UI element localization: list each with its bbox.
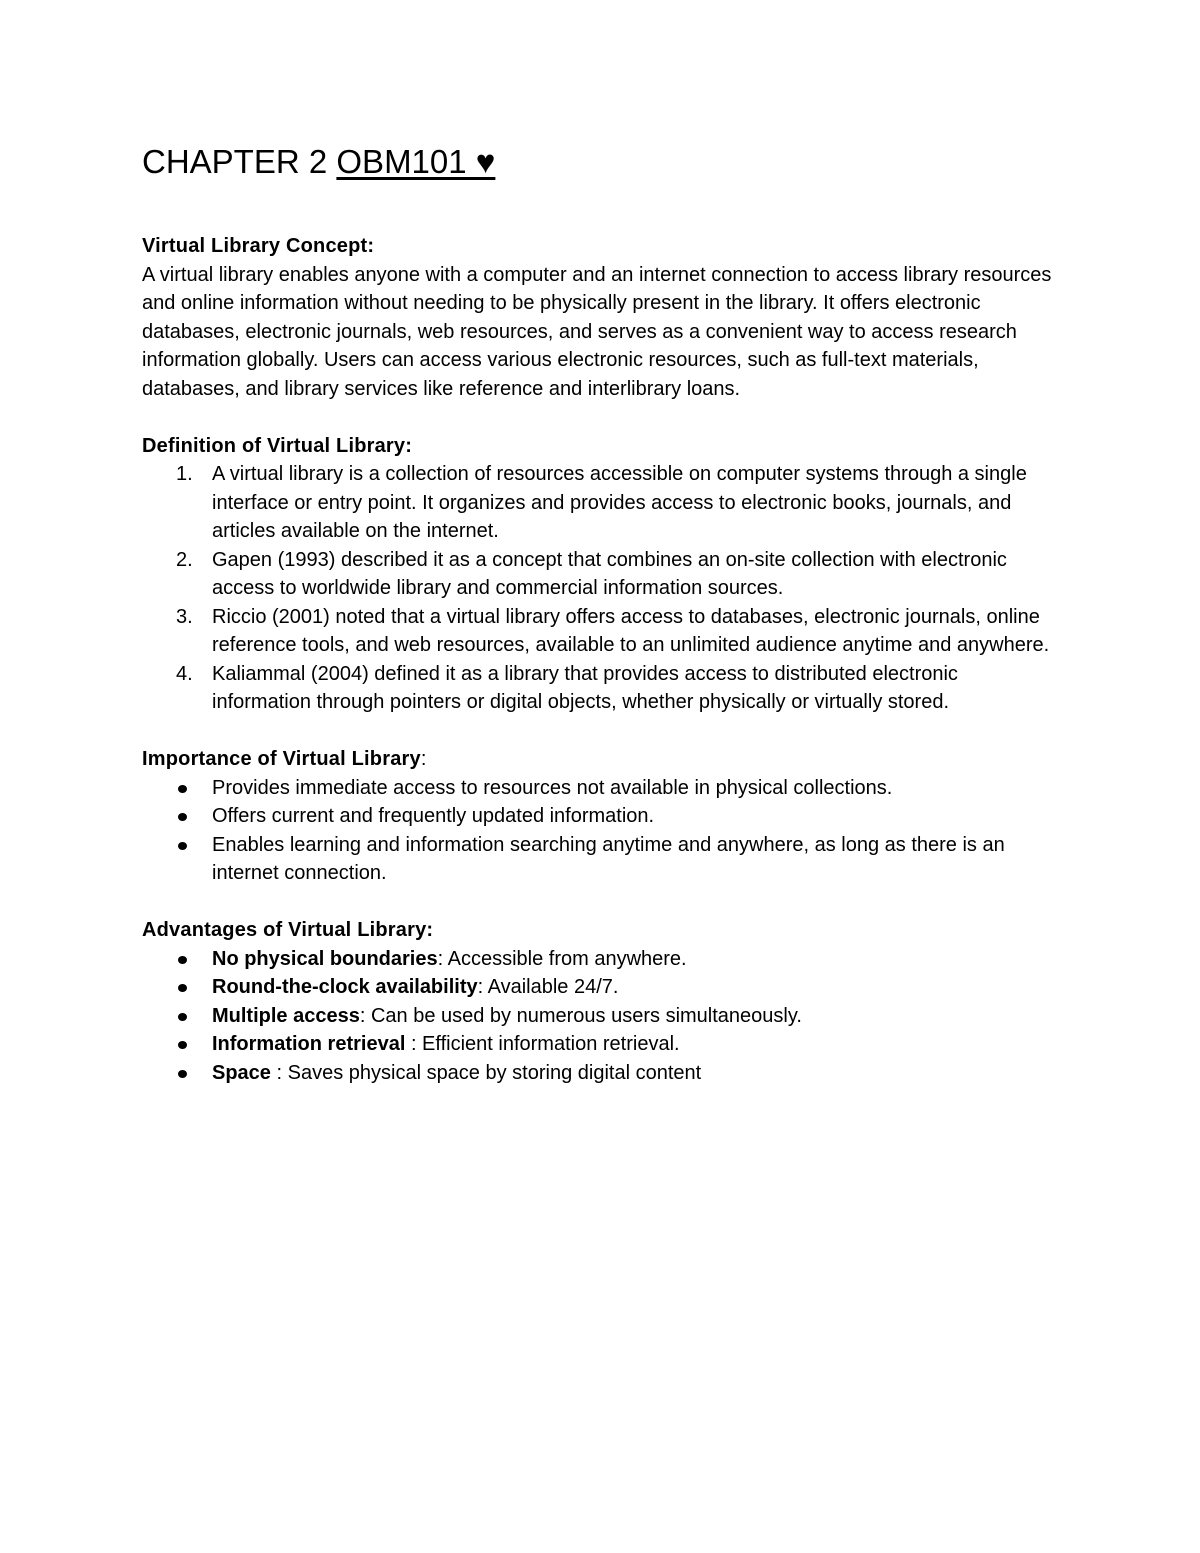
advantages-heading: Advantages of Virtual Library: — [142, 919, 434, 941]
course-code: OBM101 ♥ — [336, 143, 496, 180]
list-item-text: Kaliammal (2004) defined it as a library that provides access to distributed electronic information through pointers or digital objects, whether physically or virtually stored. — [212, 662, 958, 713]
concept-heading: Virtual Library Concept: — [142, 235, 375, 257]
bullet-icon — [178, 1013, 187, 1021]
list-number: 2. — [176, 548, 193, 571]
bullet-icon — [178, 1070, 187, 1078]
importance-section — [142, 745, 1062, 888]
definition-heading: Definition of Virtual Library: — [142, 434, 413, 457]
advantage-text: : Efficient information retrieval. — [405, 1033, 680, 1055]
title-prefix: CHAPTER 2 — [142, 143, 328, 180]
bullet-icon — [178, 1041, 187, 1049]
list-item — [142, 660, 1062, 717]
bullet-icon — [178, 956, 187, 964]
list-item — [142, 603, 1062, 660]
list-number: 4. — [176, 662, 193, 685]
advantage-text: : Saves physical space by storing digital content — [270, 1061, 702, 1084]
page-title — [142, 138, 1062, 186]
bullet-icon — [178, 984, 187, 992]
advantage-term: Information retrieval — [212, 1033, 406, 1055]
list-item — [142, 1002, 1062, 1031]
list-item-text: Riccio (2001) noted that a virtual library offers access to databases, electronic journals, online reference tools, and web resources, available to an unlimited audience anytime and anywhere. — [212, 605, 1050, 656]
list-item-text: Offers current and frequently updated information. — [212, 805, 655, 827]
advantage-text: : Accessible from anywhere. — [437, 947, 687, 970]
concept-paragraph: A virtual library enables anyone with a computer and an internet connection to access library resources and online information without needing to be physically present in the library. It offers electronic databases, electronic journals, web resources, and serves as a convenient way to access research information globally. Users can access various electronic resources, such as full-text materials, databases, and library services like reference and interlibrary loans. — [142, 263, 1052, 400]
importance-heading-line — [142, 745, 1062, 774]
advantage-text: : Can be used by numerous users simultaneously. — [359, 1004, 802, 1027]
advantage-term: Multiple access — [212, 1004, 360, 1027]
importance-list — [142, 774, 1062, 888]
definition-section — [142, 432, 1062, 717]
bullet-icon — [178, 813, 187, 821]
list-item-text: Gapen (1993) described it as a concept that combines an on-site collection with electronic access to worldwide library and commercial information sources. — [212, 548, 1007, 599]
list-item — [142, 1059, 1062, 1088]
importance-heading-colon: : — [420, 748, 427, 770]
bullet-icon — [178, 785, 187, 793]
list-item — [142, 973, 1062, 1002]
list-item — [142, 945, 1062, 974]
advantages-list — [142, 945, 1062, 1088]
advantages-section — [142, 916, 1062, 1087]
definition-list — [142, 460, 1062, 717]
bullet-icon — [178, 842, 187, 850]
list-item — [142, 774, 1062, 803]
advantage-term: Space — [212, 1061, 271, 1084]
document-page — [142, 138, 1062, 1087]
advantage-term: Round-the-clock availability — [212, 976, 478, 998]
advantage-term: No physical boundaries — [212, 947, 438, 970]
list-item — [142, 802, 1062, 831]
list-item — [142, 546, 1062, 603]
list-number: 3. — [176, 605, 193, 628]
list-item-text: Enables learning and information searching anytime and anywhere, as long as there is an internet connection. — [212, 833, 1005, 884]
list-item — [142, 1030, 1062, 1059]
list-item-text: Provides immediate access to resources not available in physical collections. — [212, 776, 893, 799]
list-item-text: A virtual library is a collection of resources accessible on computer systems through a single interface or entry point. It organizes and provides access to electronic books, journals, and articles available on the internet. — [212, 463, 1027, 542]
list-item — [142, 460, 1062, 546]
list-number: 1. — [176, 463, 193, 485]
concept-section — [142, 232, 1062, 403]
advantage-text: : Available 24/7. — [477, 976, 619, 998]
importance-heading: Importance of Virtual Library — [142, 748, 421, 770]
list-item — [142, 831, 1062, 888]
